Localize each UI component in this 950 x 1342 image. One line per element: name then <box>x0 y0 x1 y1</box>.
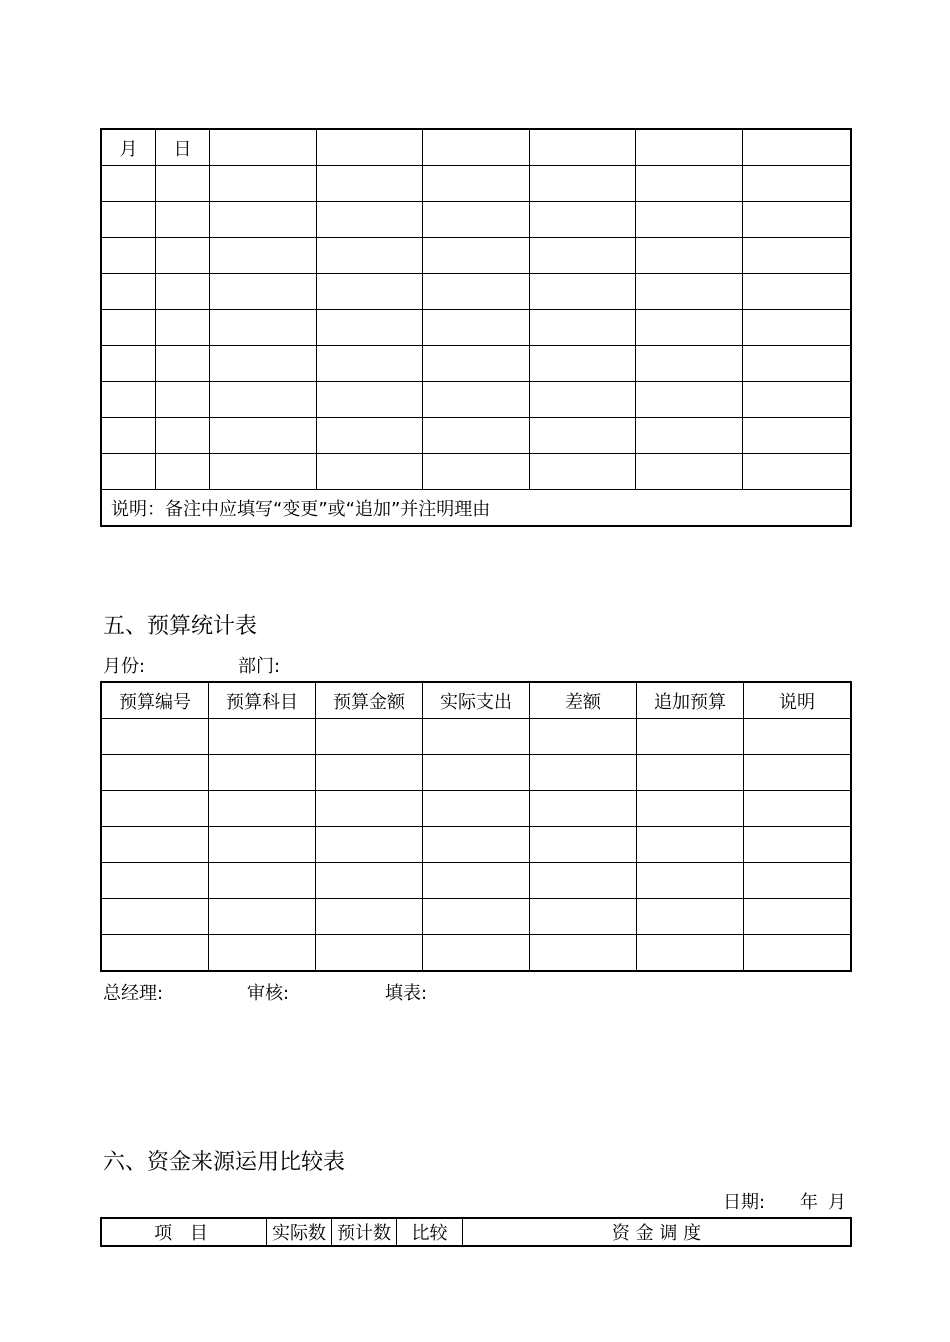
header-cell <box>530 130 636 166</box>
daily-record-table <box>101 129 851 526</box>
header-fund-allocation: 资 金 调 度 <box>463 1219 851 1246</box>
table-cell[interactable] <box>636 418 743 454</box>
department-label: 部门: <box>238 656 281 677</box>
general-manager-label: 总经理: <box>103 983 164 1004</box>
table-row <box>102 899 851 935</box>
table-note: 说明：备注中应填写“变更”或“追加”并注明理由 <box>102 490 851 526</box>
table-cell[interactable] <box>210 202 317 238</box>
table-cell[interactable] <box>530 238 636 274</box>
table-cell[interactable] <box>530 863 637 899</box>
table-cell[interactable] <box>102 899 209 935</box>
table-cell[interactable] <box>744 719 851 755</box>
table-cell[interactable] <box>102 791 209 827</box>
header-comparison: 比较 <box>397 1219 463 1246</box>
table-cell[interactable] <box>156 346 210 382</box>
table-cell[interactable] <box>316 899 423 935</box>
table-cell[interactable] <box>102 755 209 791</box>
table-row <box>102 827 851 863</box>
table-cell[interactable] <box>743 274 851 310</box>
table-cell[interactable] <box>637 827 744 863</box>
table-row <box>102 791 851 827</box>
table-cell[interactable] <box>316 827 423 863</box>
table-row <box>102 935 851 971</box>
table-cell[interactable] <box>637 863 744 899</box>
table-cell[interactable] <box>210 382 317 418</box>
table-cell[interactable] <box>316 755 423 791</box>
table-cell[interactable] <box>317 166 423 202</box>
table-cell[interactable] <box>156 274 210 310</box>
header-cell <box>636 130 743 166</box>
header-estimated: 预计数 <box>332 1219 397 1246</box>
table-cell[interactable] <box>209 755 316 791</box>
table-cell[interactable] <box>637 755 744 791</box>
table-cell[interactable] <box>210 454 317 490</box>
table-cell[interactable] <box>156 310 210 346</box>
reviewer-label: 审核: <box>247 983 290 1004</box>
table-cell[interactable] <box>156 382 210 418</box>
table-header-row <box>102 683 851 719</box>
header-item: 项 目 <box>102 1219 267 1246</box>
header-actual: 实际数 <box>267 1219 332 1246</box>
table-cell[interactable] <box>317 418 423 454</box>
table-cell[interactable] <box>636 274 743 310</box>
table-cell[interactable] <box>102 863 209 899</box>
table-row <box>102 719 851 755</box>
fund-comparison-table <box>101 1218 851 1246</box>
table-cell[interactable] <box>423 899 530 935</box>
table-cell[interactable] <box>210 346 317 382</box>
table-cell[interactable] <box>210 274 317 310</box>
table-cell[interactable] <box>743 202 851 238</box>
table-cell[interactable] <box>743 454 851 490</box>
header-month: 月 <box>102 130 156 166</box>
table-cell[interactable] <box>636 346 743 382</box>
header-remarks: 说明 <box>744 683 851 719</box>
table-cell[interactable] <box>636 202 743 238</box>
table-cell[interactable] <box>102 827 209 863</box>
table-cell[interactable] <box>102 274 156 310</box>
table-cell[interactable] <box>423 310 530 346</box>
table-cell[interactable] <box>102 202 156 238</box>
table-cell[interactable] <box>156 454 210 490</box>
table-cell[interactable] <box>743 310 851 346</box>
table-cell[interactable] <box>530 382 636 418</box>
table-cell[interactable] <box>637 719 744 755</box>
table-row <box>102 418 851 454</box>
table-cell[interactable] <box>423 346 530 382</box>
table-cell[interactable] <box>102 346 156 382</box>
table-cell[interactable] <box>317 454 423 490</box>
table-cell[interactable] <box>156 166 210 202</box>
month-unit-label: 月 <box>828 1192 846 1213</box>
header-cell <box>210 130 317 166</box>
table-cell[interactable] <box>637 935 744 971</box>
table-cell[interactable] <box>209 791 316 827</box>
table-cell[interactable] <box>316 863 423 899</box>
table-cell[interactable] <box>156 238 210 274</box>
table-cell[interactable] <box>530 202 636 238</box>
table-cell[interactable] <box>317 346 423 382</box>
header-cell <box>423 130 530 166</box>
table-cell[interactable] <box>102 454 156 490</box>
table-cell[interactable] <box>423 935 530 971</box>
table-cell[interactable] <box>317 274 423 310</box>
table-cell[interactable] <box>210 238 317 274</box>
table-row <box>102 166 851 202</box>
table-cell[interactable] <box>743 166 851 202</box>
table-cell[interactable] <box>744 935 851 971</box>
table-row <box>102 202 851 238</box>
table-header-row <box>102 1219 851 1246</box>
table-cell[interactable] <box>530 418 636 454</box>
header-budget-subject: 预算科目 <box>209 683 316 719</box>
table-cell[interactable] <box>210 166 317 202</box>
table-cell[interactable] <box>530 719 637 755</box>
section-title-budget-stats: 五、预算统计表 <box>103 614 258 639</box>
table-cell[interactable] <box>423 166 530 202</box>
table-cell[interactable] <box>743 238 851 274</box>
table-cell[interactable] <box>530 899 637 935</box>
header-cell <box>743 130 851 166</box>
table-cell[interactable] <box>530 274 636 310</box>
header-actual-expense: 实际支出 <box>423 683 530 719</box>
header-budget-amount: 预算金额 <box>316 683 423 719</box>
table-cell[interactable] <box>744 791 851 827</box>
table-cell[interactable] <box>209 899 316 935</box>
table-cell[interactable] <box>636 166 743 202</box>
table-row <box>102 863 851 899</box>
table-cell[interactable] <box>210 418 317 454</box>
table-cell[interactable] <box>423 202 530 238</box>
date-label: 日期: <box>723 1192 766 1213</box>
filled-by-label: 填表: <box>385 983 428 1004</box>
table-cell[interactable] <box>530 346 636 382</box>
table-cell[interactable] <box>423 274 530 310</box>
table-cell[interactable] <box>744 899 851 935</box>
table-cell[interactable] <box>744 827 851 863</box>
table-cell[interactable] <box>423 382 530 418</box>
table-cell[interactable] <box>317 310 423 346</box>
table-cell[interactable] <box>317 202 423 238</box>
table-cell[interactable] <box>743 418 851 454</box>
table-cell[interactable] <box>209 827 316 863</box>
table-cell[interactable] <box>636 454 743 490</box>
table-cell[interactable] <box>156 418 210 454</box>
table-cell[interactable] <box>317 382 423 418</box>
table-cell[interactable] <box>636 310 743 346</box>
table-cell[interactable] <box>423 238 530 274</box>
table-cell[interactable] <box>316 719 423 755</box>
table-cell[interactable] <box>423 863 530 899</box>
table-cell[interactable] <box>530 310 636 346</box>
table-row <box>102 310 851 346</box>
table-header-row <box>102 130 851 166</box>
year-label: 年 <box>800 1192 818 1213</box>
table-cell[interactable] <box>423 755 530 791</box>
table-cell[interactable] <box>156 202 210 238</box>
table-cell[interactable] <box>530 454 636 490</box>
table-cell[interactable] <box>423 719 530 755</box>
table-cell[interactable] <box>530 166 636 202</box>
table-cell[interactable] <box>316 791 423 827</box>
table-cell[interactable] <box>744 863 851 899</box>
table-cell[interactable] <box>209 863 316 899</box>
table-cell[interactable] <box>102 166 156 202</box>
month-label: 月份: <box>103 656 146 677</box>
table-cell[interactable] <box>530 755 637 791</box>
table-cell[interactable] <box>530 791 637 827</box>
header-additional-budget: 追加预算 <box>637 683 744 719</box>
table-row <box>102 382 851 418</box>
table-cell[interactable] <box>210 310 317 346</box>
header-cell <box>317 130 423 166</box>
table-cell[interactable] <box>744 755 851 791</box>
table-cell[interactable] <box>423 418 530 454</box>
table-cell[interactable] <box>530 935 637 971</box>
table-cell[interactable] <box>209 935 316 971</box>
table-cell[interactable] <box>102 935 209 971</box>
table-cell[interactable] <box>743 346 851 382</box>
table-cell[interactable] <box>637 899 744 935</box>
table-cell[interactable] <box>209 719 316 755</box>
table-cell[interactable] <box>102 238 156 274</box>
table-row <box>102 274 851 310</box>
table-row <box>102 238 851 274</box>
table-cell[interactable] <box>102 719 209 755</box>
table-cell[interactable] <box>316 935 423 971</box>
table-cell[interactable] <box>636 238 743 274</box>
header-day: 日 <box>156 130 210 166</box>
note-row <box>102 490 851 526</box>
header-budget-number: 预算编号 <box>102 683 209 719</box>
table-cell[interactable] <box>423 827 530 863</box>
table-cell[interactable] <box>102 382 156 418</box>
table-row <box>102 454 851 490</box>
header-difference: 差额 <box>530 683 637 719</box>
table-cell[interactable] <box>636 382 743 418</box>
table-row <box>102 755 851 791</box>
table-cell[interactable] <box>530 827 637 863</box>
table-row <box>102 346 851 382</box>
table-cell[interactable] <box>423 454 530 490</box>
budget-stats-table <box>101 682 851 971</box>
table-cell[interactable] <box>102 418 156 454</box>
section-title-fund-comparison: 六、资金来源运用比较表 <box>103 1150 346 1175</box>
table-cell[interactable] <box>423 791 530 827</box>
table-cell[interactable] <box>743 382 851 418</box>
table-cell[interactable] <box>637 791 744 827</box>
table-cell[interactable] <box>317 238 423 274</box>
table-cell[interactable] <box>102 310 156 346</box>
